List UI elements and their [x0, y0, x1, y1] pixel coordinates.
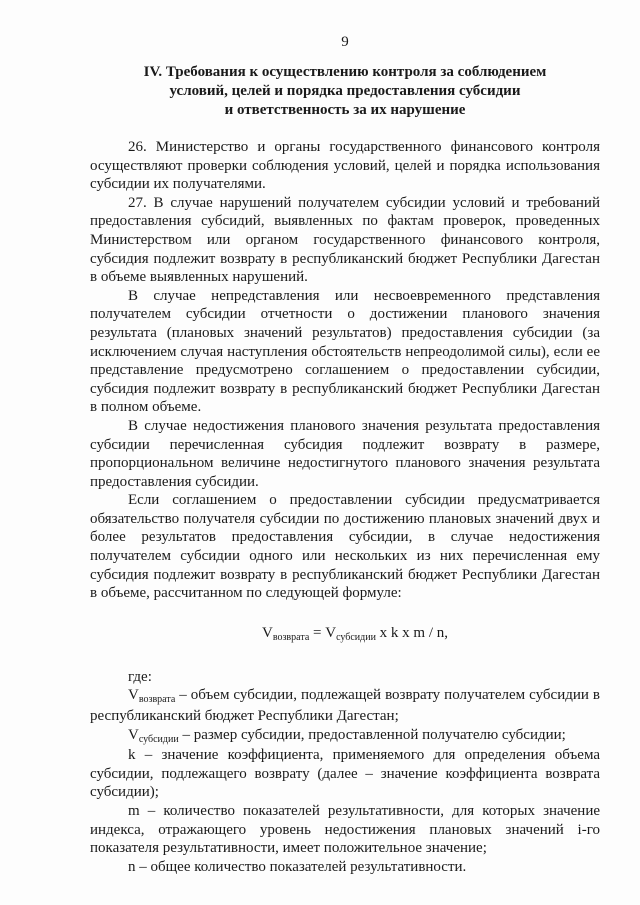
- formula-equals: =: [309, 624, 326, 641]
- definition-m: [90, 802, 600, 858]
- formula-rest: x k x m / n,: [375, 624, 449, 641]
- definition-subscript: возврата: [138, 694, 176, 706]
- heading-line-1: IV. Требования к осуществлению контроля за соблюдением: [143, 64, 547, 80]
- definition-symbol: n: [128, 858, 136, 875]
- definition-v-subsidy: [90, 726, 600, 747]
- paragraph-27: 27. В случае нарушений получателем субсидии условий и требований предоставления субсидий, выявленных по фактам проверок, проведенных Министерством или органом государственного финансового контроля, субсидия подлежит возврату в республиканский бюджет Республики Дагестан в объеме выявленных нарушений.: [90, 194, 600, 286]
- definition-n: [90, 858, 600, 877]
- definition-symbol: V: [128, 687, 139, 704]
- paragraph-26: 26. Министерство и органы государственного финансового контроля осуществляют проверки соблюдения условий, целей и порядка использования субсидии их получателями.: [90, 139, 600, 193]
- definition-text: – общее количество показателей результативности.: [135, 858, 467, 875]
- heading-line-2: условий, целей и порядка предоставления субсидии: [169, 83, 521, 99]
- page-number: 9: [341, 34, 349, 50]
- definition-symbol: m: [128, 803, 140, 819]
- formula-v-return: V: [261, 624, 273, 641]
- definition-text: – размер субсидии, предоставленной получателю субсидии;: [178, 726, 566, 743]
- heading-line-3: и ответственность за их нарушение: [224, 102, 466, 118]
- definition-text: – значение коэффициента, применяемого для определения объема субсидии, подлежащего возврату (далее – значение коэффициента возврата субсидии);: [90, 747, 600, 801]
- paragraph-non-reporting: В случае непредставления или несвоевременного представления получателем субсидии отчетности о достижении планового значения результата (плановых значений результатов) предоставления субсидии (за исключением случая наступления обстоятельств непреодолимой силы), если ее представление предусмотрено соглашением о предоставлении субсидии, субсидия подлежит возврату в республиканский бюджет Республики Дагестан в полном объеме.: [90, 287, 600, 416]
- formula-sub-return: возврата: [272, 631, 310, 643]
- section-heading: [90, 63, 600, 120]
- formula-v-subsidy: V: [325, 624, 337, 641]
- return-formula: [90, 625, 600, 642]
- where-label: где:: [128, 668, 152, 685]
- definition-subscript: субсидии: [138, 733, 179, 745]
- definition-v-return: [90, 686, 600, 725]
- paragraph-multiple-results: Если соглашением о предоставлении субсидии предусматривается обязательство получателя субсидии по достижению плановых значений двух и более результатов предоставления субсидии, в случае недостижения получателем субсидии одного или нескольких из них перечисленная ему субсидия подлежит возврату в республиканский бюджет Республики Дагестан в объеме, рассчитанном по следующей формуле:: [90, 492, 600, 602]
- formula-sub-subsidy: субсидии: [336, 631, 376, 643]
- definition-symbol: V: [128, 726, 139, 743]
- definition-symbol: k: [128, 747, 136, 764]
- definition-k: [90, 746, 600, 802]
- definition-text: – объем субсидии, подлежащей возврату получателем субсидии в республиканский бюджет Республики Дагестан;: [90, 687, 600, 725]
- paragraph-non-achievement: В случае недостижения планового значения результата предоставления субсидии перечисленная субсидия подлежит возврату в размере, пропорциональном величине недостигнутого планового значения результата предоставления субсидии.: [90, 417, 600, 490]
- definition-text: – количество показателей результативности, для которых значение индекса, отражающего уровень недостижения плановых значений i-го показателя результативности, имеет положительное значение;: [90, 803, 600, 857]
